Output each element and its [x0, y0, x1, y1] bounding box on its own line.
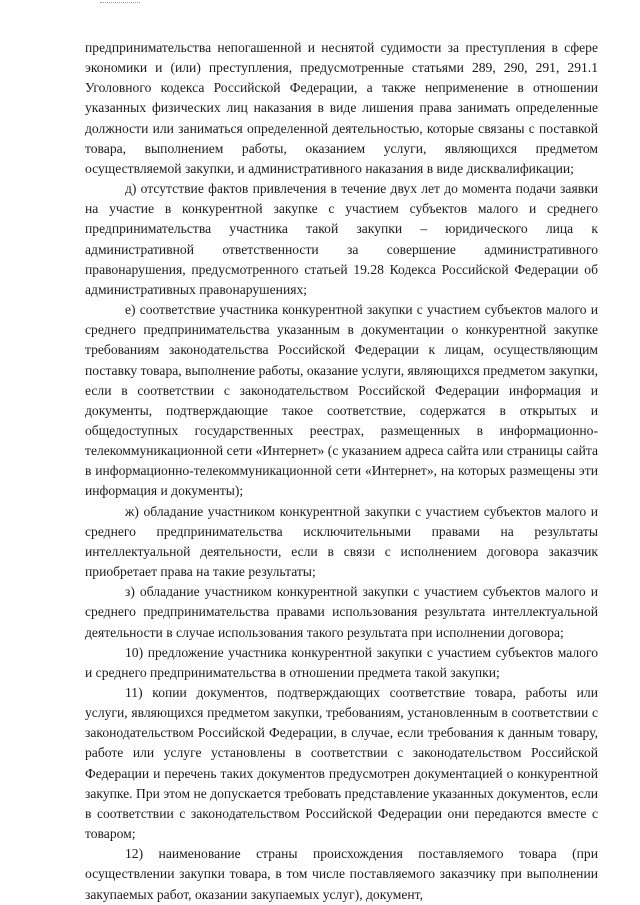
paragraph-item-z: з) обладание участником конкурентной закупки с участием субъектов малого и среднего предпринимательства правами использования результата интеллектуальной деятельности в случае использования такого результата при исполнении договора;	[85, 584, 598, 640]
paragraph-continuation: предпринимательства непогашенной и неснятой судимости за преступления в сфере экономики и (или) преступления, предусмотренные статьями 289, 290, 291, 291.1 Уголовного кодекса Российской Федерации, а также неприменение в отношении указанных физических лиц наказания в виде лишения права занимать определенные должности или заниматься определенной деятельностью, которые связаны с поставкой товара, выполнением работы, оказанием услуги, являющихся предметом осуществляемой закупки, и административного наказания в виде дисквалификации;	[85, 40, 598, 176]
paragraph-item-12: 12) наименование страны происхождения поставляемого товара (при осуществлении закупки товара, в том числе поставляемого заказчику при выполнении закупаемых работ, оказании закупаемых услуг), документ,	[85, 846, 598, 902]
paragraph-item-11: 11) копии документов, подтверждающих соответствие товара, работы или услуги, являющихся предметом закупки, требованиям, установленным в соответствии с законодательством Российской Федерации, в случае, если требования к данным товару, работе или услуге установлены в соответствии с законодательством Российской Федерации и перечень таких документов предусмотрен документацией о конкурентной закупке. При этом не допускается требовать представление указанных документов, если в соответствии с законодательством Российской Федерации они передаются вместе с товаром;	[85, 685, 598, 842]
paragraph-item-zh: ж) обладание участником конкурентной закупки с участием субъектов малого и среднего предпринимательства исключительными правами на результаты интеллектуальной деятельности, если в связи с исполнением договора заказчик приобретает права на такие результаты;	[85, 503, 598, 580]
paragraph-item-10: 10) предложение участника конкурентной закупки с участием субъектов малого и среднего предпринимательства в отношении предмета такой закупки;	[85, 644, 598, 680]
scan-mark	[100, 2, 140, 9]
paragraph-item-d: д) отсутствие фактов привлечения в течение двух лет до момента подачи заявки на участие в конкурентной закупке с участием субъектов малого и среднего предпринимательства участника такой закупки – юридического лица к административной ответственности за совершение административного правонарушения, предусмотренного статьей 19.28 Кодекса Российской Федерации об административных правонарушениях;	[85, 181, 598, 297]
paragraph-item-e: е) соответствие участника конкурентной закупки с участием субъектов малого и среднего предпринимательства указанным в документации о конкурентной закупке требованиям законодательства Российской Федерации к лицам, осуществляющим поставку товара, выполнение работы, оказание услуги, являющихся предметом закупки, если в соответствии с законодательством Российской Федерации информация и документы, подтверждающие такое соответствие, содержатся в открытых и общедоступных государственных реестрах, размещенных в информационно-телекоммуникационной сети «Интернет» (с указанием адреса сайта или страницы сайта в информационно-телекоммуникационной сети «Интернет», на которых размещены эти информация и документы);	[85, 302, 598, 499]
